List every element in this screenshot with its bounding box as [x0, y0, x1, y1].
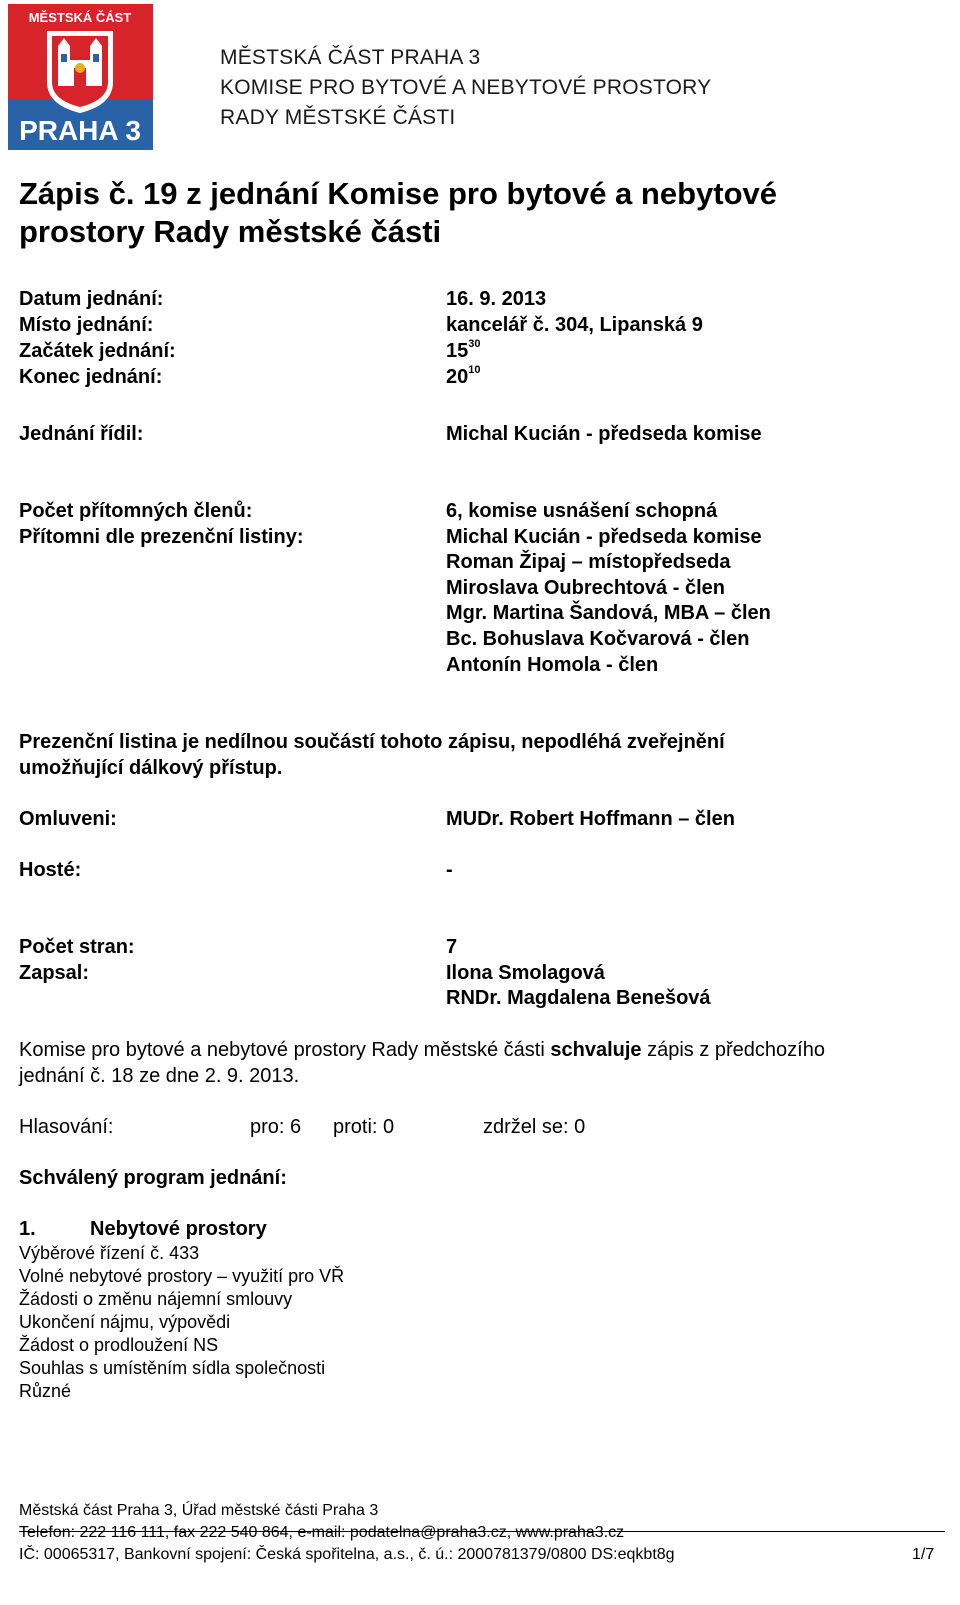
- page-number: 1/7: [912, 1546, 935, 1563]
- program-item: Žádost o prodloužení NS: [19, 1335, 219, 1355]
- place-value: kancelář č. 304, Lipanská 9: [446, 314, 703, 336]
- start-value: [446, 340, 481, 363]
- vote-abstain: zdržel se: 0: [483, 1116, 586, 1138]
- start-minutes: 30: [468, 338, 481, 351]
- header-line-1: MĚSTSKÁ ČÁST PRAHA 3: [220, 46, 481, 69]
- logo-top-text: MĚSTSKÁ ČÁST: [28, 10, 132, 25]
- approval-text-part-2: zápis z předchozího: [641, 1039, 825, 1061]
- present-member: Michal Kucián - předseda komise: [446, 526, 762, 548]
- praha3-coat-of-arms-icon: [8, 4, 153, 150]
- start-hour: 15: [446, 340, 469, 362]
- vote-label: Hlasování:: [19, 1116, 114, 1138]
- end-minutes: 10: [468, 364, 481, 377]
- program-section-title: Nebytové prostory: [90, 1218, 267, 1240]
- present-member: Bc. Bohuslava Kočvarová - člen: [446, 628, 750, 650]
- place-label: Místo jednání:: [19, 314, 154, 336]
- present-member: Mgr. Martina Šandová, MBA – člen: [446, 602, 771, 624]
- approval-text-bold: schvaluje: [550, 1039, 642, 1061]
- date-label: Datum jednání:: [19, 288, 164, 310]
- recorded-by: Ilona Smolagová: [446, 962, 605, 984]
- date-value: 16. 9. 2013: [446, 288, 547, 310]
- attendance-count-value: 6, komise usnášení schopná: [446, 500, 718, 522]
- document-title-line-1: Zápis č. 19 z jednání Komise pro bytové a nebytové: [19, 176, 778, 211]
- approval-text-part-1: Komise pro bytové a nebytové prostory Rady městské části: [19, 1039, 551, 1061]
- chair-label: Jednání řídil:: [19, 423, 144, 445]
- present-member: Miroslava Oubrechtová - člen: [446, 577, 725, 599]
- program-item: Žádosti o změnu nájemní smlouvy: [19, 1289, 293, 1309]
- program-item: Ukončení nájmu, výpovědi: [19, 1312, 231, 1332]
- attendance-note-line-2: umožňující dálkový přístup.: [19, 757, 283, 779]
- program-item: Výběrové řízení č. 433: [19, 1243, 200, 1263]
- attendance-note-line-1: Prezenční listina je nedílnou součástí tohoto zápisu, nepodléhá zveřejnění: [19, 731, 725, 753]
- start-label: Začátek jednání:: [19, 340, 176, 362]
- end-value: [446, 366, 481, 389]
- footer-line-2: Telefon: 222 116 111, fax 222 540 864, e-mail: podatelna@praha3.cz, www.praha3.cz: [19, 1524, 625, 1541]
- document-title-line-2: prostory Rady městské části: [19, 214, 442, 249]
- excused-label: Omluveni:: [19, 808, 117, 830]
- footer-line-3: IČ: 00065317, Bankovní spojení: Česká spořitelna, a.s., č. ú.: 2000781379/0800 DS:eqkbt8g: [19, 1546, 675, 1563]
- guests-value: -: [446, 859, 453, 881]
- program-item: Souhlas s umístěním sídla společnosti: [19, 1358, 326, 1378]
- recorded-label: Zapsal:: [19, 962, 90, 984]
- end-hour: 20: [446, 366, 469, 388]
- chair-value: Michal Kucián - předseda komise: [446, 423, 762, 445]
- footer-line-1: Městská část Praha 3, Úřad městské části Praha 3: [19, 1502, 379, 1519]
- praha3-logo: [8, 4, 153, 150]
- approval-text-line-2: jednání č. 18 ze dne 2. 9. 2013.: [19, 1065, 300, 1087]
- logo-bottom-text: PRAHA 3: [19, 115, 141, 146]
- header-line-2: KOMISE PRO BYTOVÉ A NEBYTOVÉ PROSTORY: [220, 76, 712, 99]
- guests-label: Hosté:: [19, 859, 82, 881]
- header-line-3: RADY MĚSTSKÉ ČÁSTI: [220, 106, 456, 129]
- vote-for: pro: 6: [250, 1116, 302, 1138]
- pages-value: 7: [446, 936, 458, 958]
- program-section-number: 1.: [19, 1218, 36, 1240]
- present-member: Antonín Homola - člen: [446, 654, 659, 676]
- program-heading: Schválený program jednání:: [19, 1167, 287, 1189]
- vote-against: proti: 0: [333, 1116, 395, 1138]
- approval-text-line-1: [19, 1039, 825, 1062]
- excused-value: MUDr. Robert Hoffmann – člen: [446, 808, 735, 830]
- pages-label: Počet stran:: [19, 936, 135, 958]
- present-label: Přítomni dle prezenční listiny:: [19, 526, 304, 548]
- recorded-by: RNDr. Magdalena Benešová: [446, 987, 711, 1009]
- program-item: Volné nebytové prostory – využití pro VŘ: [19, 1266, 345, 1286]
- attendance-count-label: Počet přítomných členů:: [19, 500, 253, 522]
- program-item: Různé: [19, 1381, 72, 1401]
- present-member: Roman Žipaj – místopředseda: [446, 551, 731, 573]
- end-label: Konec jednání:: [19, 366, 163, 388]
